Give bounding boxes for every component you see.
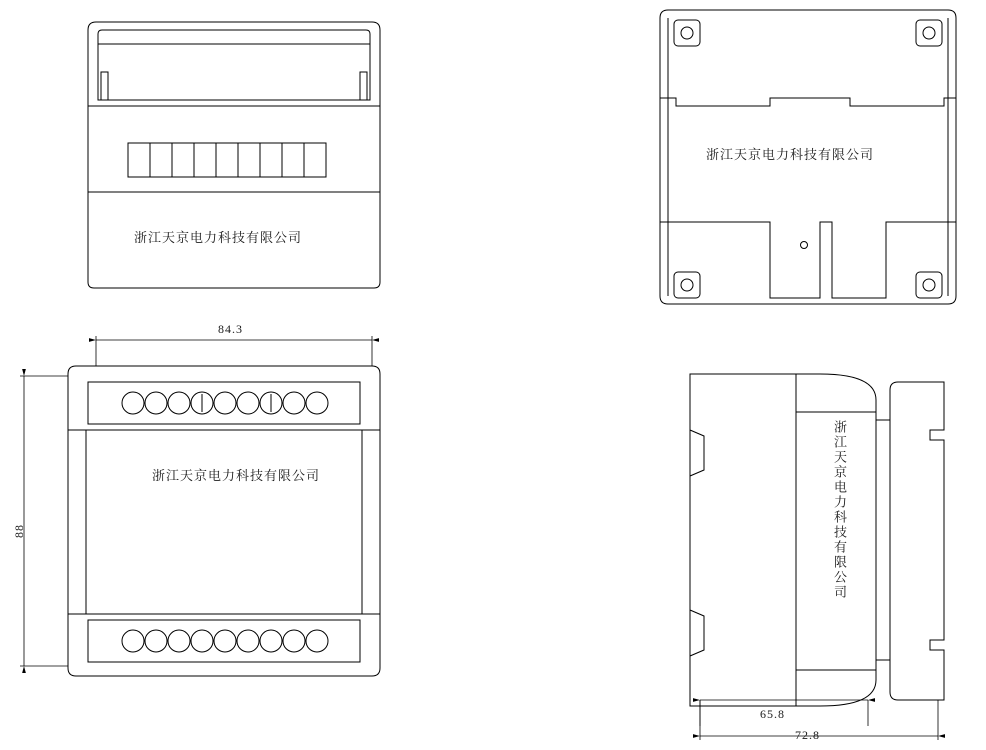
side-view-geometry <box>690 374 944 706</box>
side-view-company-label: 浙江天京电力科技有限公司 <box>832 420 847 600</box>
dimension-height-88: 88 <box>12 524 26 538</box>
front-view-company-label: 浙江天京电力科技有限公司 <box>134 230 303 245</box>
top-view-dimensions <box>20 336 372 666</box>
rear-view-company-label: 浙江天京电力科技有限公司 <box>706 147 875 162</box>
dimension-depth-65-8: 65.8 <box>760 707 785 721</box>
top-view-company-label: 浙江天京电力科技有限公司 <box>152 468 321 483</box>
dimension-width-84-3: 84.3 <box>218 322 243 336</box>
front-view-geometry <box>88 22 380 288</box>
top-view-geometry <box>68 366 380 676</box>
dimension-depth-72-8: 72.8 <box>795 728 820 742</box>
